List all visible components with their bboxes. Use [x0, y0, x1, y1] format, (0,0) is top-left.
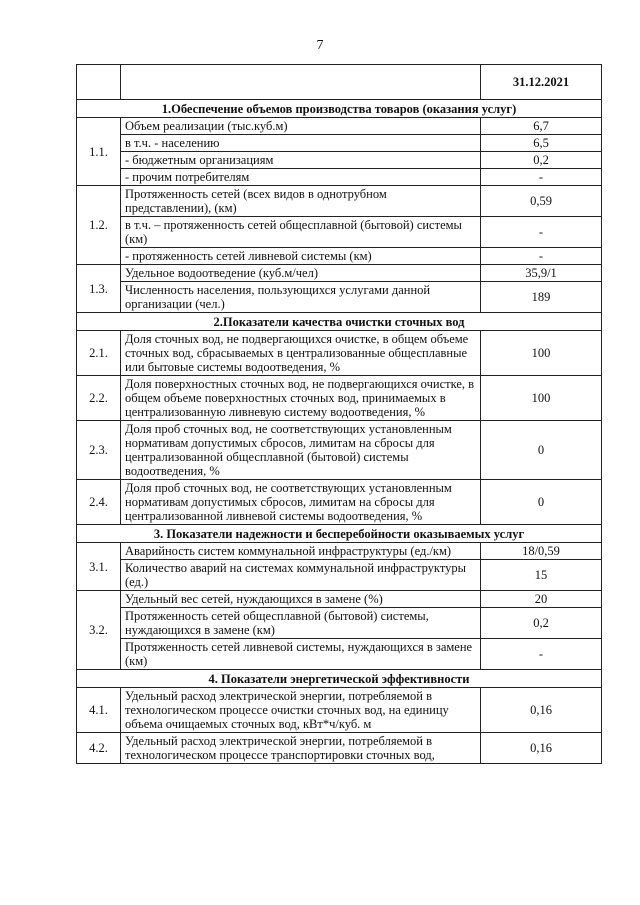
table-row	[77, 118, 602, 135]
table-row	[77, 480, 602, 525]
table-row	[77, 591, 602, 608]
row-number: 1.1.	[77, 118, 121, 186]
row-label: Аварийность систем коммунальной инфраструктуры (ед./км)	[121, 543, 481, 560]
row-value: 0,16	[481, 733, 602, 764]
section-title: 2.Показатели качества очистки сточных вод	[77, 313, 602, 331]
row-label: Доля проб сточных вод, не соответствующих установленным нормативам допустимых сбросов, лимитам на сбросы для централизованной общесплавной (бытовой) системы водоотведения, %	[121, 421, 481, 480]
row-value: 0,59	[481, 186, 602, 217]
header-label-cell	[121, 65, 481, 100]
table-row	[77, 331, 602, 376]
header-date: 31.12.2021	[481, 65, 602, 100]
section-title: 3. Показатели надежности и бесперебойности оказываемых услуг	[77, 525, 602, 543]
table-row	[77, 135, 602, 152]
row-label: Протяженность сетей общесплавной (бытовой) системы, нуждающихся в замене (км)	[121, 608, 481, 639]
row-label: - прочим потребителям	[121, 169, 481, 186]
row-value: 0	[481, 480, 602, 525]
row-label: Удельный вес сетей, нуждающихся в замене (%)	[121, 591, 481, 608]
page-number: 7	[316, 38, 324, 53]
row-value: 18/0,59	[481, 543, 602, 560]
table-row	[77, 733, 602, 764]
row-value: 100	[481, 331, 602, 376]
row-label: Доля сточных вод, не подвергающихся очистке, в общем объеме сточных вод, сбрасываемых в централизованные общесплавные или бытовые системы водоотведения, %	[121, 331, 481, 376]
table-row	[77, 248, 602, 265]
row-value: 6,7	[481, 118, 602, 135]
table-row	[77, 282, 602, 313]
table-row	[77, 186, 602, 217]
row-label: - протяженность сетей ливневой системы (км)	[121, 248, 481, 265]
row-value: 189	[481, 282, 602, 313]
row-number: 2.2.	[77, 376, 121, 421]
row-label: Численность населения, пользующихся услугами данной организации (чел.)	[121, 282, 481, 313]
row-value: 0,2	[481, 152, 602, 169]
row-number: 1.3.	[77, 265, 121, 313]
row-label: Количество аварий на системах коммунальной инфраструктуры (ед.)	[121, 560, 481, 591]
row-label: Удельное водоотведение (куб.м/чел)	[121, 265, 481, 282]
row-number: 1.2.	[77, 186, 121, 265]
row-number: 2.4.	[77, 480, 121, 525]
table-row	[77, 543, 602, 560]
table-header-row	[77, 65, 602, 100]
row-value: 20	[481, 591, 602, 608]
table-row	[77, 421, 602, 480]
table-row	[77, 152, 602, 169]
table-row	[77, 608, 602, 639]
row-value: 0,2	[481, 608, 602, 639]
row-value: 6,5	[481, 135, 602, 152]
row-value: 35,9/1	[481, 265, 602, 282]
section-header	[77, 313, 602, 331]
row-value: 0	[481, 421, 602, 480]
row-value: -	[481, 169, 602, 186]
row-number: 4.1.	[77, 688, 121, 733]
section-header	[77, 525, 602, 543]
table-row	[77, 560, 602, 591]
row-label: Удельный расход электрической энергии, потребляемой в технологическом процессе очистки сточных вод, на единицу объема очищаемых сточных вод, кВт*ч/куб. м	[121, 688, 481, 733]
row-label: - бюджетным организациям	[121, 152, 481, 169]
row-number: 4.2.	[77, 733, 121, 764]
row-number: 2.1.	[77, 331, 121, 376]
row-label: Доля поверхностных сточных вод, не подвергающихся очистке, в общем объеме поверхностных сточных вод, принимаемых в централизованную ливневую систему водоотведения, %	[121, 376, 481, 421]
row-label: в т.ч. – протяженность сетей общесплавной (бытовой) системы (км)	[121, 217, 481, 248]
row-label: в т.ч. - населению	[121, 135, 481, 152]
row-label: Протяженность сетей (всех видов в однотрубном представлении), (км)	[121, 186, 481, 217]
row-value: -	[481, 248, 602, 265]
row-value: 0,16	[481, 688, 602, 733]
row-value: 100	[481, 376, 602, 421]
table-row	[77, 169, 602, 186]
row-label: Удельный расход электрической энергии, потребляемой в технологическом процессе транспортировки сточных вод,	[121, 733, 481, 764]
section-title: 1.Обеспечение объемов производства товаров (оказания услуг)	[77, 100, 602, 118]
row-label: Протяженность сетей ливневой системы, нуждающихся в замене (км)	[121, 639, 481, 670]
table-row	[77, 265, 602, 282]
row-number: 3.1.	[77, 543, 121, 591]
table-row	[77, 639, 602, 670]
row-value: 15	[481, 560, 602, 591]
row-value: -	[481, 217, 602, 248]
section-header	[77, 100, 602, 118]
indicators-table	[76, 64, 602, 764]
section-header	[77, 670, 602, 688]
table-row	[77, 376, 602, 421]
row-label: Доля проб сточных вод, не соответствующих установленным нормативам допустимых сбросов, лимитам на сбросы для централизованной ливневой системы водоотведения, %	[121, 480, 481, 525]
section-title: 4. Показатели энергетической эффективности	[77, 670, 602, 688]
row-label: Объем реализации (тыс.куб.м)	[121, 118, 481, 135]
header-num-cell	[77, 65, 121, 100]
row-number: 2.3.	[77, 421, 121, 480]
row-number: 3.2.	[77, 591, 121, 670]
table-row	[77, 217, 602, 248]
row-value: -	[481, 639, 602, 670]
table-row	[77, 688, 602, 733]
